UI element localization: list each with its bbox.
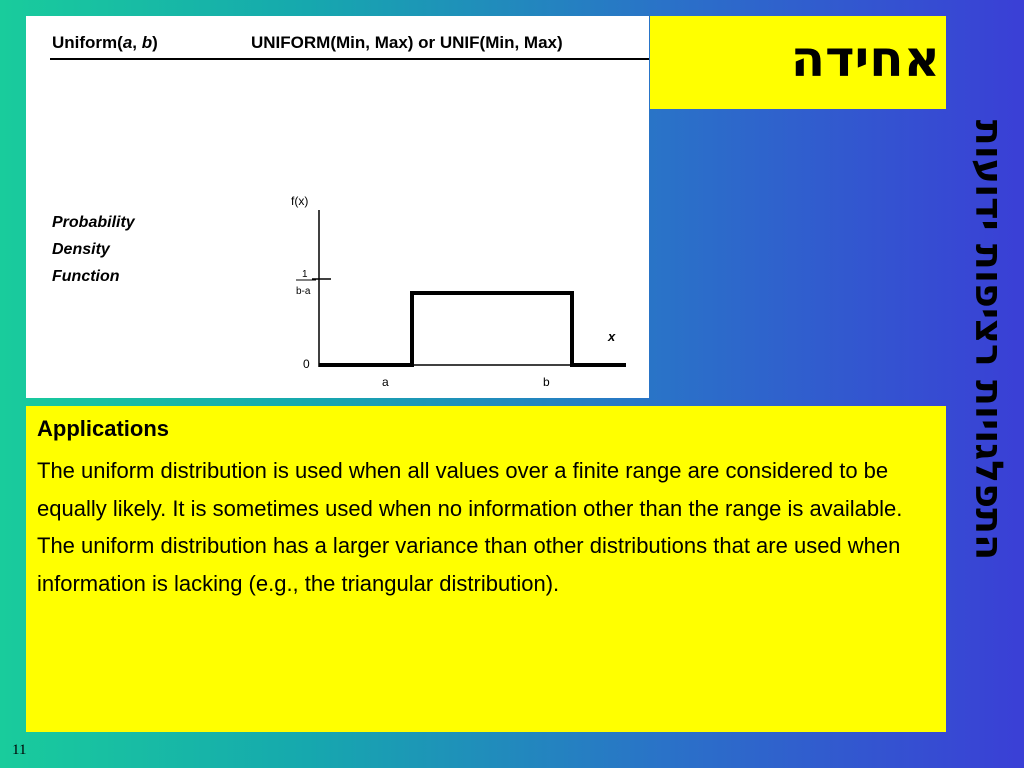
applications-box <box>26 406 946 732</box>
applications-heading: Applications <box>37 416 170 441</box>
y-tick-numerator: 1 <box>302 269 308 280</box>
x-tick-b: b <box>543 375 550 389</box>
side-title: התפלגויות רציפות ידועות <box>967 119 1012 561</box>
pdf-label-line-3: Function <box>52 268 120 285</box>
pdf-label-line-1: Probability <box>52 214 135 231</box>
page-number: 11 <box>12 742 27 758</box>
y-tick-zero: 0 <box>303 357 310 371</box>
applications-text: The uniform distribution is used when all values over a finite range are considered to be equally likely. It is sometimes used when no information other than the range is available. The uniform distribution has a larger variance than other distributions that are used when information is lacking (e.g., the triangular distribution). <box>37 458 903 596</box>
title-box <box>650 16 946 109</box>
uniform-figure <box>26 16 649 398</box>
x-tick-a: a <box>382 375 389 389</box>
distribution-name: Uniform(a, b) <box>52 33 158 52</box>
uniform-figure-panel <box>26 16 649 398</box>
pdf-label-line-2: Density <box>52 241 110 258</box>
y-axis-label: f(x) <box>291 194 309 208</box>
slide-title: אחידה <box>790 30 940 88</box>
x-axis-label: x <box>608 329 616 344</box>
pdf-series-line <box>319 293 626 365</box>
excel-function-label: UNIFORM(Min, Max) or UNIF(Min, Max) <box>251 33 563 52</box>
y-tick-denominator: b-a <box>296 286 311 297</box>
side-title-box <box>960 20 1018 660</box>
